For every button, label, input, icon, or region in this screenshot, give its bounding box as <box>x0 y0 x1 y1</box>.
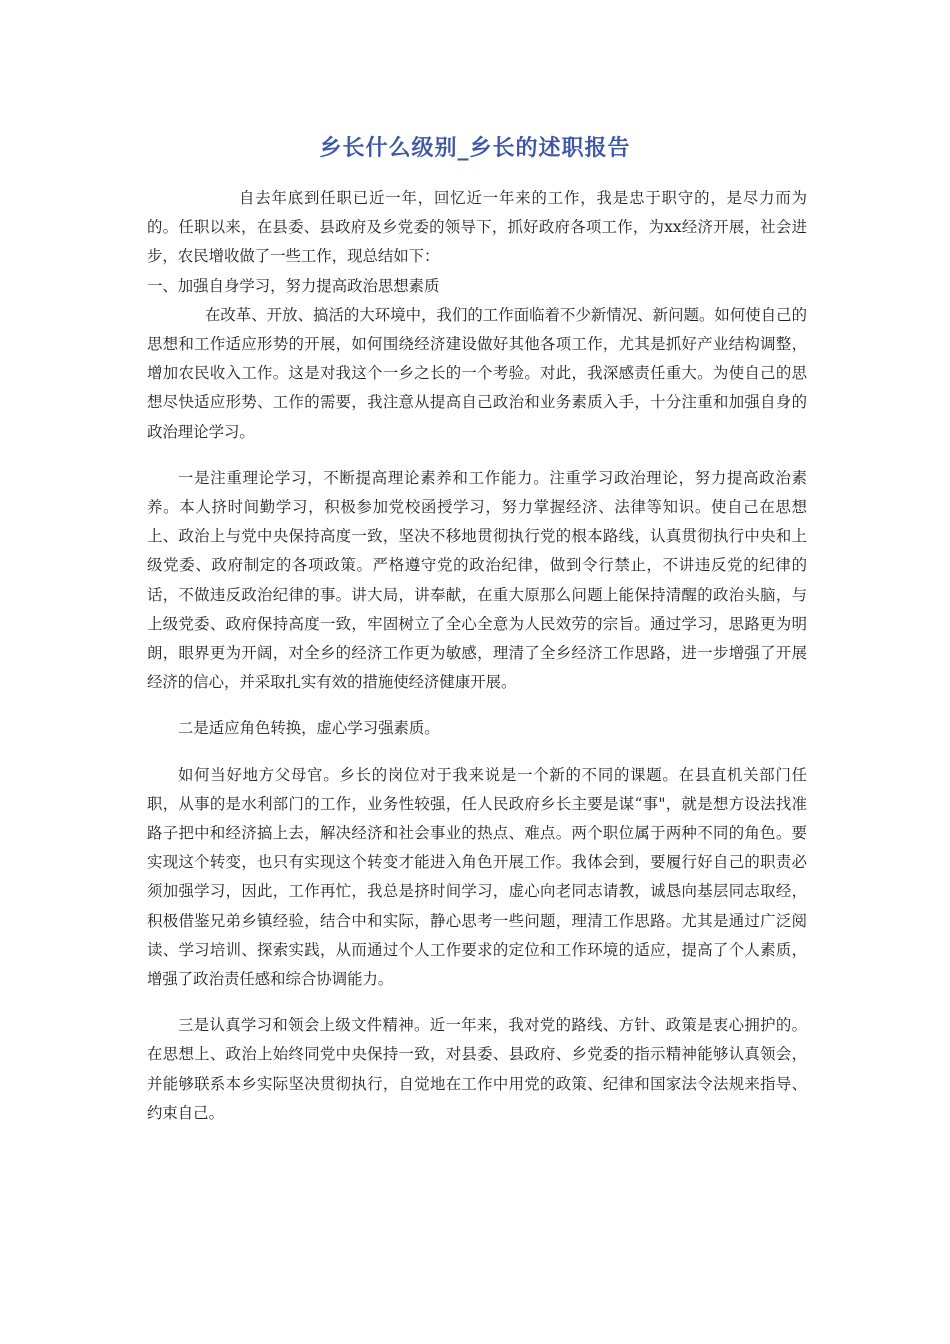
section-heading-1: 一、加强自身学习，努力提高政治思想素质 <box>147 276 440 295</box>
paragraph-intro: 自去年底到任职已近一年，回忆近一年来的工作，我是忠于职守的，是尽力而为的。任职以来，在县委、县政府及乡党委的领导下，抓好政府各项工作，为xx经济开展，社会进步，农民增收做了一些工作，现总结如下： <box>147 189 807 266</box>
paragraph-point-2-heading: 二是适应角色转换，虚心学习强素质。 <box>178 719 440 738</box>
paragraph-context: 在改革、开放、搞活的大环境中，我们的工作面临着不少新情况、新问题。如何使自己的思想和工作适应形势的开展，如何围绕经济建设做好其他各项工作，尤其是抓好产业结构调整，增加农民收入工作。这是对我这个一乡之长的一个考验。对此，我深感责任重大。为使自己的思想尽快适应形势、工作的需要，我注意从提高自己政治和业务素质入手，十分注重和加强自身的政治理论学习。 <box>147 305 807 441</box>
page-title: 乡长什么级别_乡长的述职报告 <box>319 136 631 161</box>
document-body <box>147 184 807 1128</box>
paragraph-point-2: 如何当好地方父母官。乡长的岗位对于我来说是一个新的不同的课题。在县直机关部门任职，从事的是水利部门的工作，业务性较强，任人民政府乡长主要是谋“事"，就是想方设法找准路子把中和经济搞上去，解决经济和社会事业的热点、难点。两个职位属于两种不同的角色。要实现这个转变，也只有实现这个转变才能进入角色开展工作。我体会到，要履行好自己的职责必须加强学习，因此，工作再忙，我总是挤时间学习，虚心向老同志请教，诚恳向基层同志取经，积极借鉴兄弟乡镇经验，结合中和实际，静心思考一些问题，理清工作思路。尤其是通过广泛阅读、学习培训、探索实践，从而通过个人工作要求的定位和工作环境的适应，提高了个人素质，增强了政治责任感和综合协调能力。 <box>147 765 807 989</box>
paragraph-point-3: 三是认真学习和领会上级文件精神。近一年来，我对党的路线、方针、政策是衷心拥护的。在思想上、政治上始终同党中央保持一致，对县委、县政府、乡党委的指示精神能够认真领会，并能够联系本乡实际坚决贯彻执行，自觉地在工作中用党的政策、纪律和国家法令法规来指导、约束自己。 <box>147 1016 807 1122</box>
paragraph-point-1: 一是注重理论学习，不断提高理论素养和工作能力。注重学习政治理论，努力提高政治素养。本人挤时间勤学习，积极参加党校函授学习，努力掌握经济、法律等知识。使自己在思想上、政治上与党中央保持高度一致，坚决不移地贯彻执行党的根本路线，认真贯彻执行中央和上级党委、政府制定的各项政策。严格遵守党的政治纪律，做到令行禁止，不讲违反党的纪律的话，不做违反政治纪律的事。讲大局，讲奉献，在重大原那么问题上能保持清醒的政治头脑，与上级党委、政府保持高度一致，牢固树立了全心全意为人民效劳的宗旨。通过学习，思路更为明朗，眼界更为开阔，对全乡的经济工作更为敏感，理清了全乡经济工作思路，进一步增强了开展经济的信心，并采取扎实有效的措施使经济健康开展。 <box>147 468 807 692</box>
